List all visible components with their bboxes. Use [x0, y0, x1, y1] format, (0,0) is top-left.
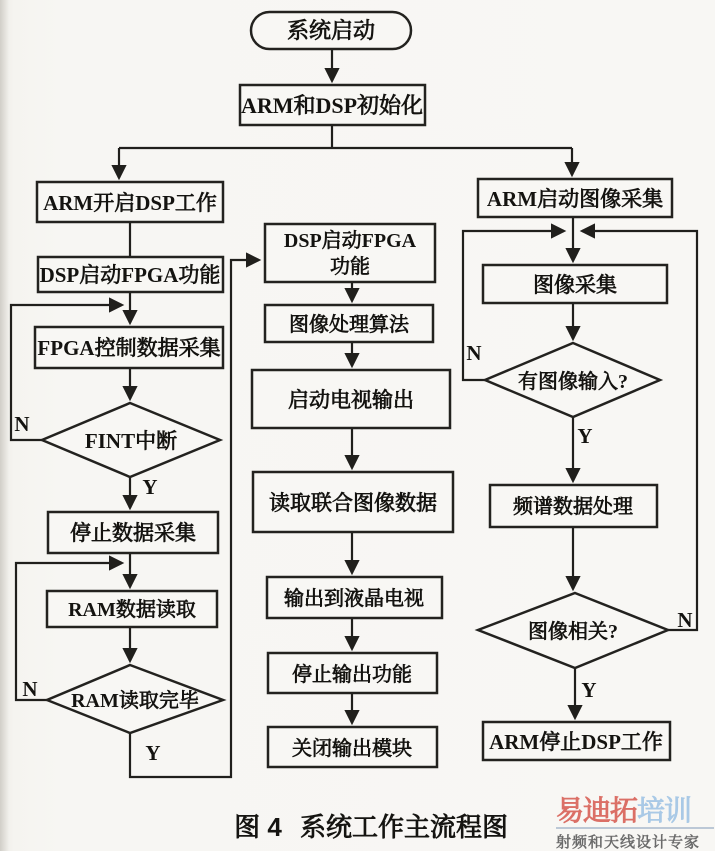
label-init: ARM和DSP初始化 [240, 93, 424, 118]
watermark-brand-blue: 培训 [637, 795, 692, 826]
label-no-image-relevant: N [677, 608, 693, 632]
label-yes-fint: Y [142, 475, 158, 499]
label-no-image-input: N [466, 341, 482, 365]
watermark-tagline: 射频和天线设计专家 [556, 834, 701, 851]
label-image-capture: 图像采集 [533, 273, 617, 297]
label-fpga-acquire: FPGA控制数据采集 [37, 336, 221, 360]
label-yes-image-input: Y [577, 424, 593, 448]
label-spectrum-process: 频谱数据处理 [513, 496, 633, 518]
label-arm-stop-dsp: ARM停止DSP工作 [489, 730, 663, 754]
label-output-lcd: 输出到液晶电视 [284, 588, 424, 610]
label-read-joint-image: 读取联合图像数据 [269, 491, 437, 515]
label-image-algorithm: 图像处理算法 [289, 314, 409, 336]
label-image-relevant: 图像相关? [528, 621, 618, 643]
label-stop-output: 停止输出功能 [292, 664, 412, 686]
label-no-fint: N [14, 412, 30, 436]
label-image-input: 有图像输入? [518, 371, 628, 393]
caption-figure-number: 图 4 [234, 812, 282, 842]
label-fint-interrupt: FINT中断 [84, 429, 178, 453]
label-no-ram: N [22, 677, 38, 701]
label-yes-ram: Y [145, 741, 161, 765]
watermark-brand [556, 796, 714, 829]
figure-caption [234, 812, 508, 842]
watermark-brand-red: 易迪拓 [556, 795, 638, 826]
label-start: 系统启动 [286, 18, 376, 43]
label-dsp-start-fpga-mid-line2: 功能 [330, 256, 370, 278]
watermark [556, 796, 714, 851]
label-arm-open-dsp: ARM开启DSP工作 [43, 191, 217, 215]
label-dsp-start-fpga-mid-line1: DSP启动FPGA [283, 230, 417, 252]
label-yes-image-relevant: Y [581, 678, 597, 702]
label-ram-read: RAM数据读取 [68, 599, 196, 621]
label-start-tv-output: 启动电视输出 [288, 388, 414, 412]
caption-title: 系统工作主流程图 [299, 812, 509, 842]
label-close-output: 关闭输出模块 [292, 738, 412, 760]
label-ram-read-done: RAM读取完毕 [71, 690, 199, 712]
label-arm-start-capture: ARM启动图像采集 [486, 187, 664, 211]
label-dsp-start-fpga-left: DSP启动FPGA功能 [39, 263, 221, 287]
label-stop-acquire: 停止数据采集 [70, 521, 196, 545]
